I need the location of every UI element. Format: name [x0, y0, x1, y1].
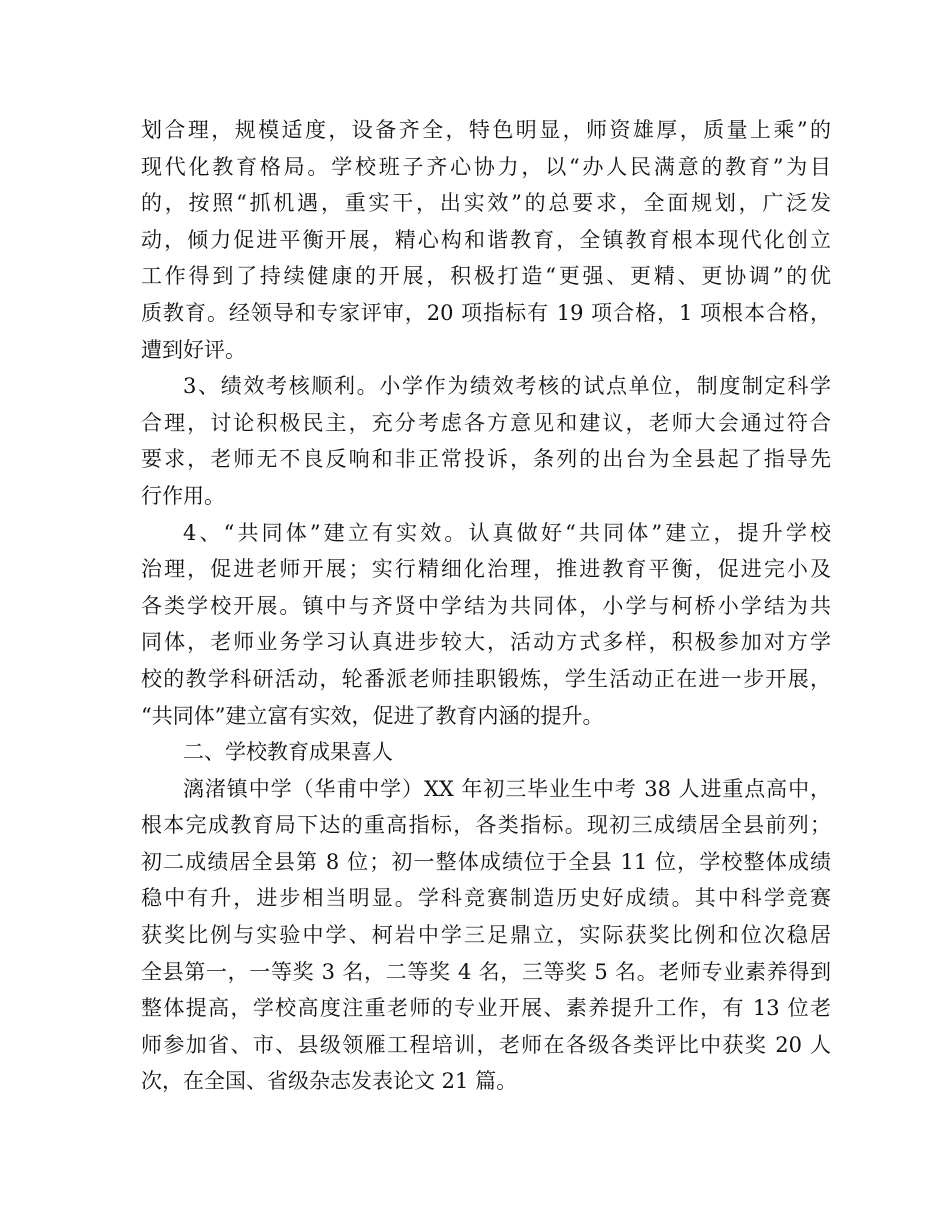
- text-line: 行作用。: [141, 483, 225, 508]
- text-line: 次，在全国、省级杂志发表论文 21 篇。: [141, 1069, 518, 1094]
- text-line: 全县第一，一等奖 3 名，二等奖 4 名，三等奖 5 名。老师专业素养得到: [141, 959, 831, 984]
- text-line: 各类学校开展。镇中与齐贤中学结为共同体，小学与柯桥小学结为共: [141, 593, 831, 618]
- text-line: 现代化教育格局。学校班子齐心协力，以“办人民满意的教育”为目: [141, 154, 831, 179]
- text-line: 校的教学科研活动，轮番派老师挂职锻炼，学生活动正在进一步开展，: [141, 666, 831, 691]
- text-line: 工作得到了持续健康的开展，积极打造“更强、更精、更协调”的优: [141, 264, 831, 289]
- paragraph-start-line: 漓渚镇中学（华甫中学）XX 年初三毕业生中考 38 人进重点高中，: [183, 776, 831, 801]
- text-line: 根本完成教育局下达的重高指标，各类指标。现初三成绩居全县前列；: [141, 813, 831, 838]
- text-line: 划合理，规模适度，设备齐全，特色明显，师资雄厚，质量上乘”的: [141, 118, 831, 142]
- text-line: 动，倾力促进平衡开展，精心构和谐教育，全镇教育根本现代化创立: [141, 227, 831, 252]
- document-body: [141, 112, 831, 1100]
- text-line: 师参加省、市、县级领雁工程培训，老师在各级各类评比中获奖 20 人: [141, 1032, 831, 1057]
- paragraph-start-line: 3、绩效考核顺利。小学作为绩效考核的试点单位，制度制定科学: [183, 374, 831, 399]
- paragraph-start-line: 4、“共同体”建立有实效。认真做好“共同体”建立，提升学校: [183, 520, 831, 545]
- text-line: “共同体”建立富有实效，促进了教育内涵的提升。: [141, 703, 604, 728]
- text-line: 的，按照“抓机遇，重实干，出实效”的总要求，全面规划，广泛发: [141, 191, 831, 216]
- text-line: 获奖比例与实验中学、柯岩中学三足鼎立，实际获奖比例和位次稳居: [141, 923, 831, 948]
- text-line: 同体，老师业务学习认真进步较大，活动方式多样，积极参加对方学: [141, 630, 831, 655]
- text-line: 遭到好评。: [141, 337, 246, 362]
- section-heading: 二、学校教育成果喜人: [183, 740, 393, 765]
- text-line: 质教育。经领导和专家评审，20 项指标有 19 项合格，1 项根本合格，: [141, 300, 831, 325]
- text-line: 初二成绩居全县第 8 位；初一整体成绩位于全县 11 位，学校整体成绩: [141, 849, 831, 874]
- text-line: 整体提高，学校高度注重老师的专业开展、素养提升工作，有 13 位老: [141, 996, 831, 1021]
- text-line: 要求，老师无不良反响和非正常投诉，条列的出台为全县起了指导先: [141, 447, 831, 472]
- text-line: 治理，促进老师开展；实行精细化治理，推进教育平衡，促进完小及: [141, 557, 831, 582]
- text-line: 稳中有升，进步相当明显。学科竞赛制造历史好成绩。其中科学竞赛: [141, 886, 831, 911]
- text-line: 合理，讨论积极民主，充分考虑各方意见和建议，老师大会通过符合: [141, 410, 831, 435]
